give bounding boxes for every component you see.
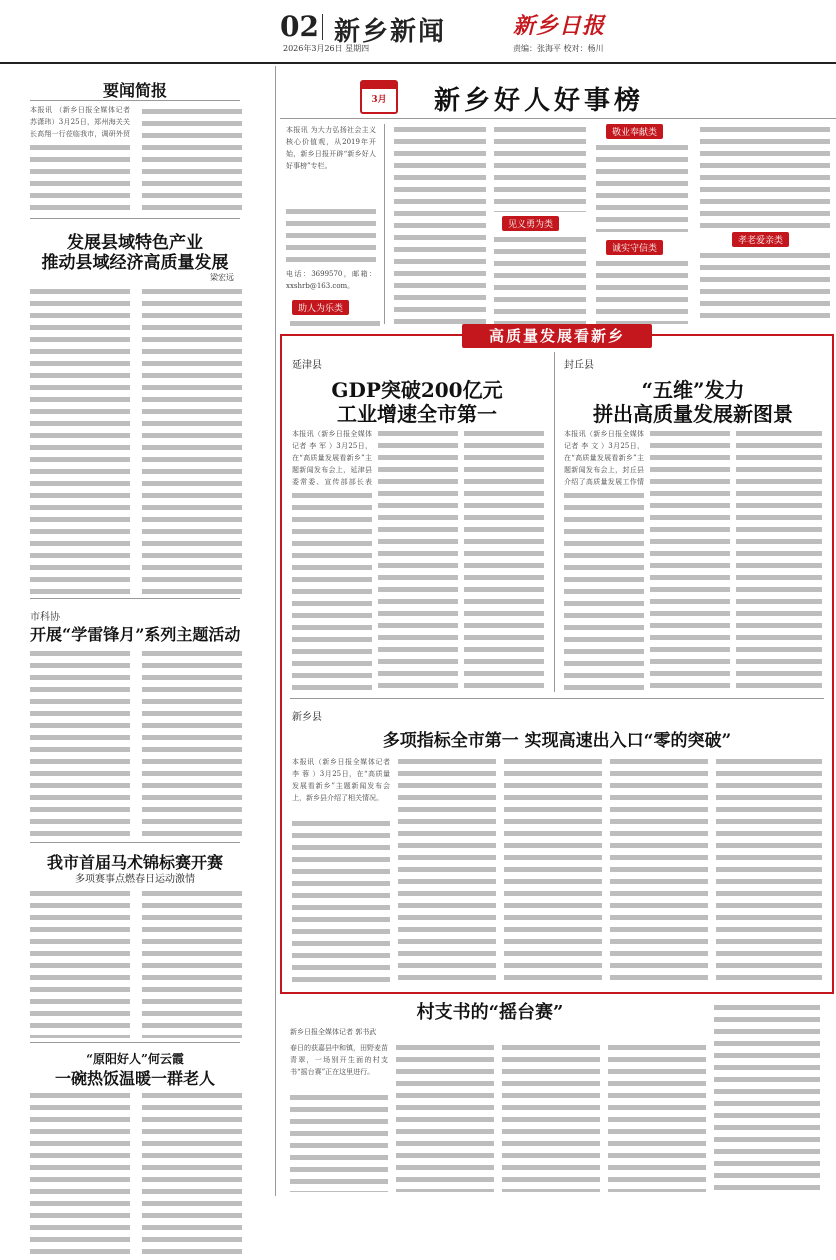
header-rule bbox=[0, 62, 836, 64]
masthead-logo: 新乡日报 bbox=[513, 13, 606, 39]
yanjin-text-a bbox=[292, 490, 372, 690]
activity-bottom-rule bbox=[30, 842, 240, 843]
fengqiu-text-b bbox=[650, 428, 730, 690]
xinxiang-lead: 本报讯（新乡日报全媒体记者 李 蓉 ）3月25日，在“高质量发展看新乡”主题新闻发布会上，新乡县介绍了相关情况。 bbox=[292, 758, 390, 802]
tag-helping: 助人为乐类 bbox=[292, 300, 349, 315]
box-mid-rule bbox=[290, 698, 824, 699]
county-text-a bbox=[30, 286, 130, 596]
feature-title-rule bbox=[280, 118, 836, 119]
activity-text-b bbox=[142, 648, 242, 838]
county-title-1: 发展县域特色产业 bbox=[67, 233, 203, 253]
header-date: 2026年3月26日 星期四 bbox=[283, 44, 370, 53]
fengqiu-place: 封丘县 bbox=[564, 360, 594, 371]
brief-lead: 本报讯 （新乡日报全媒体记者 苏潇玮）3月25日，郑州海关关长高翔一行莅临我市，调研外贸 bbox=[30, 106, 130, 138]
xinxiang-title: 多项指标全市第一 实现高速出入口“零的突破” bbox=[382, 731, 732, 751]
yanjin-place: 延津县 bbox=[292, 360, 322, 371]
mid-text-c bbox=[494, 234, 586, 324]
tag-filial: 孝老爱亲类 bbox=[732, 232, 789, 247]
yanjin-lead: 本报讯（新乡日报全媒体记者 李 军 ）3月25日，在“高质量发展看新乡”主题新闻发布会上，延津县委常委、宣传部部长表 bbox=[292, 430, 372, 486]
brief-title: 要闻简报 bbox=[102, 81, 167, 100]
development-box bbox=[280, 327, 834, 994]
village-text-d bbox=[608, 1042, 706, 1192]
page-number: 02 bbox=[280, 10, 319, 43]
village-title: 村支书的“摇台赛” bbox=[416, 1002, 564, 1023]
xinxiang-text-e bbox=[716, 756, 822, 982]
county-text-b bbox=[142, 286, 242, 596]
xinxiang-text-d bbox=[610, 756, 708, 982]
warm-text-b bbox=[142, 1090, 242, 1260]
county-title-2: 推动县域经济高质量发展 bbox=[41, 253, 229, 273]
mid-text-a bbox=[394, 124, 486, 324]
good-people-feature bbox=[280, 66, 836, 334]
county-author: 梁宏远 bbox=[210, 273, 234, 282]
horse-subtitle: 多项赛事点燃春日运动激情 bbox=[75, 874, 195, 885]
horse-text-a bbox=[30, 888, 130, 1038]
feature-divider-1 bbox=[384, 124, 385, 324]
activity-text-a bbox=[30, 648, 130, 838]
fengqiu-text-a bbox=[564, 490, 644, 690]
horse-title: 我市首届马术锦标赛开赛 bbox=[46, 853, 223, 872]
brief-title-rule bbox=[30, 100, 240, 101]
warm-text-a bbox=[30, 1090, 130, 1260]
village-story bbox=[280, 994, 836, 1200]
tag-brave: 见义勇为类 bbox=[502, 216, 559, 231]
dedication-text bbox=[596, 142, 688, 232]
xinxiang-text-c bbox=[504, 756, 602, 982]
calendar-badge-label: 3月 bbox=[371, 95, 387, 105]
yanjin-title-2: 工业增速全市第一 bbox=[337, 402, 497, 426]
yanjin-text-b bbox=[378, 428, 458, 690]
brief-text-a bbox=[30, 142, 130, 212]
county-bottom-rule bbox=[30, 598, 240, 599]
village-byline: 新乡日报全媒体记者 郭书武 bbox=[290, 1028, 377, 1036]
yanjin-text-c bbox=[464, 428, 544, 690]
brief-text-b bbox=[142, 106, 242, 212]
fengqiu-lead: 本报讯（新乡日报全媒体记者 李 文 ）3月25日，在“高质量发展看新乡”主题新闻发布会上，封丘县介绍了高质量发展工作情 bbox=[564, 430, 644, 486]
village-text-a bbox=[290, 1092, 388, 1192]
tag-dedication: 敬业奉献类 bbox=[606, 124, 663, 139]
left-column bbox=[0, 66, 270, 1200]
brief-bottom-rule bbox=[30, 218, 240, 219]
village-text-e bbox=[714, 1002, 820, 1192]
feature-contact: 电话：3699570，邮箱：xxshrb@163.com。 bbox=[286, 270, 376, 290]
column-divider bbox=[275, 66, 276, 1196]
fengqiu-title-1: “五维”发力 bbox=[641, 378, 745, 402]
tag-honesty: 诚实守信类 bbox=[606, 240, 663, 255]
feature-intro-lines bbox=[286, 206, 376, 266]
mid-text-b bbox=[494, 124, 586, 212]
section-title: 新乡新闻 bbox=[334, 17, 447, 47]
village-lead: 春日的获嘉县中和镇，田野麦苗青翠，一场别开生面的村支书“摇台赛”正在这里进行。 bbox=[290, 1044, 388, 1076]
feature-intro: 本报讯 为大力弘扬社会主义核心价值观，从2019年开始，新乡日报开辟“新乡好人好事榜”专栏。 bbox=[286, 126, 376, 170]
box-mid-divider bbox=[554, 352, 555, 692]
editors-line: 责编：张海平 校对：杨川 bbox=[513, 44, 604, 53]
right-text-a bbox=[700, 124, 830, 228]
calendar-icon bbox=[360, 80, 398, 114]
warm-title-1: “原阳好人”何云霞 bbox=[86, 1052, 184, 1066]
header-divider bbox=[322, 14, 323, 40]
helping-text bbox=[290, 318, 380, 332]
section-banner: 高质量发展看新乡 bbox=[462, 324, 652, 348]
horse-bottom-rule bbox=[30, 1042, 240, 1043]
yanjin-title-1: GDP突破200亿元 bbox=[331, 378, 503, 402]
fengqiu-title-2: 拼出高质量发展新图景 bbox=[593, 402, 793, 426]
xinxiang-text-a bbox=[292, 818, 390, 982]
column-tag: 市科协 bbox=[30, 612, 60, 623]
activity-title: 开展“学雷锋月”系列主题活动 bbox=[30, 625, 241, 644]
filial-text bbox=[700, 250, 830, 324]
xinxiang-text-b bbox=[398, 756, 496, 982]
village-text-c bbox=[502, 1042, 600, 1192]
village-text-b bbox=[396, 1042, 494, 1192]
page-header bbox=[0, 0, 836, 53]
horse-text-b bbox=[142, 888, 242, 1038]
honesty-text bbox=[596, 258, 688, 324]
feature-title: 新乡好人好事榜 bbox=[434, 86, 645, 116]
fengqiu-text-c bbox=[736, 428, 822, 690]
warm-title-2: 一碗热饭温暖一群老人 bbox=[54, 1069, 215, 1088]
xinxiang-place: 新乡县 bbox=[292, 712, 322, 723]
